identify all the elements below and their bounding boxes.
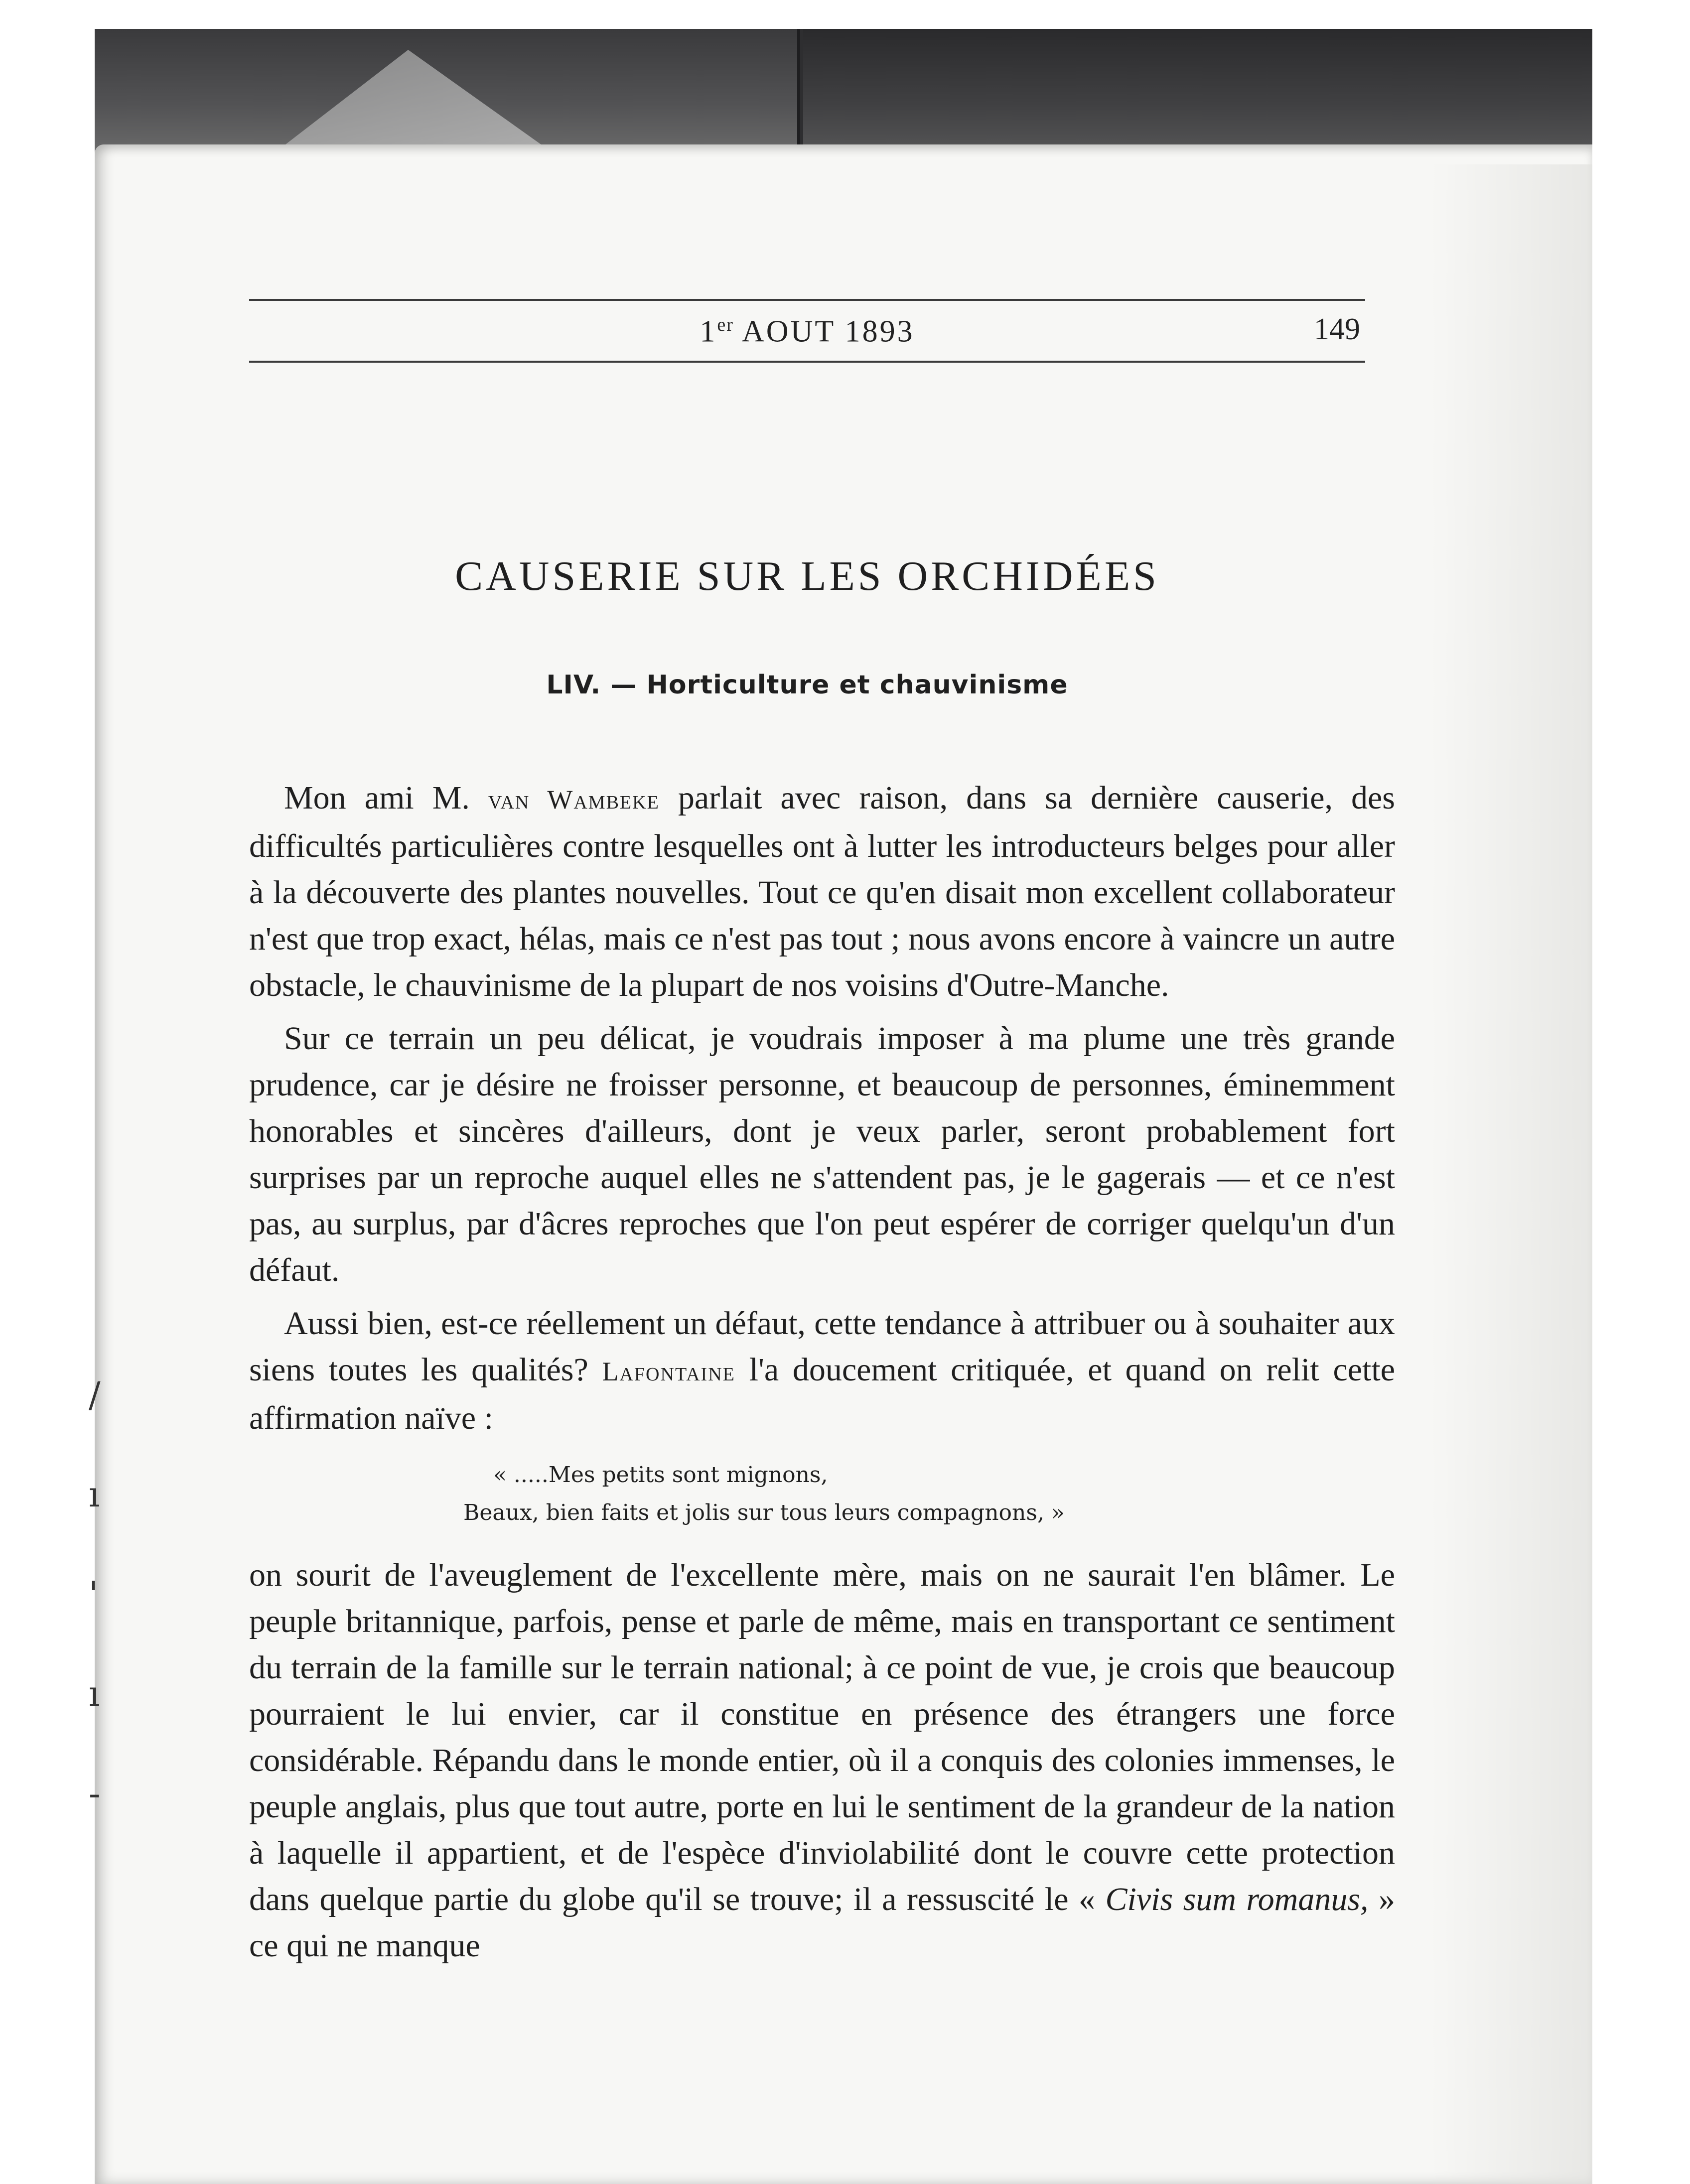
paragraph-1: [249, 775, 1395, 1008]
quoted-verse: [249, 1456, 1395, 1532]
lafontaine-small-caps: Lafontaine: [602, 1357, 735, 1386]
page-edge-shadow: [1430, 164, 1592, 2184]
running-head-date: [249, 314, 1365, 350]
p3-text-b: l'a doucement critiquée, et quand on relit cette affirmation naïve :: [249, 1352, 1395, 1436]
p4-text-a: on sourit de l'aveuglement de l'excellente mère, mais on ne saurait l'en blâmer. Le peuple britannique, parfois, pense et parle de même, mais en transportant ce sentiment du terrain de la famille sur le terrain national; à ce point de vue, je crois que beaucoup pourraient le lui envier, car il constitue en présence des étrangers une force considérable. Répandu dans le monde entier, où il a conquis des colonies immenses, le peuple anglais, plus que tout autre, porte en lui le sentiment de la grandeur de la nation à laquelle il appartient, et de l'espèce d'inviolabilité dont le couvre cette protection dans quelque partie du globe qu'il se trouve; il a ressuscité le «: [249, 1557, 1395, 1917]
date-superscript: er: [717, 314, 734, 335]
running-head: [249, 301, 1365, 361]
header-rule-bottom: [249, 361, 1365, 363]
p1-text-b: parlait avec raison, dans sa dernière causerie, des difficultés particulières contre lesquelles ont à lutter les introducteurs belges pour aller à la découverte des plantes nouvelles. Tout ce qu'en disait mon excellent collaborateur n'est que trop exact, hélas, mais ce n'est pas tout ; nous avons encore à vaincre un autre obstacle, le chauvinisme de la plupart de nos voisins d'Outre-Manche.: [249, 780, 1395, 1003]
paragraph-3: [249, 1300, 1395, 1441]
article-title: CAUSERIE SUR LES ORCHIDÉES: [455, 553, 1159, 599]
verse-line-2: Beaux, bien faits et jolis sur tous leurs compagnons, »: [463, 1500, 1065, 1525]
date-month-year: AOUT 1893: [742, 314, 915, 349]
p1-text-a: Mon ami M.: [284, 780, 488, 816]
facing-page-margin-marks: / ı ' ı -: [89, 1374, 101, 1814]
author-name-small-caps: van Wambeke: [488, 785, 660, 815]
article-subtitle: LIV. — Horticulture et chauvinisme: [546, 670, 1068, 700]
latin-quote-italic: Civis sum romanus,: [1105, 1881, 1369, 1917]
verse-line-1: « .....Mes petits sont mignons,: [493, 1462, 828, 1488]
p4-text-b: » ce qui ne manque: [249, 1881, 1396, 1964]
page-content: [249, 299, 1405, 1976]
paragraph-2: Sur ce terrain un peu délicat, je voudrais imposer à ma plume une très grande prudence, car je désire ne froisser personne, et beaucoup de personnes, éminemment honorables et sincères d'ailleurs, dont je veux parler, seront probablement fort surprises par un reproche auquel elles ne s'attendent pas, je le gagerais — et ce n'est pas, au surplus, par d'âcres reproches que l'on peut espérer de corriger quelqu'un d'un défaut.: [249, 1020, 1395, 1288]
date-day: 1: [700, 314, 717, 349]
article-body: [249, 775, 1395, 1969]
page-number: 149: [1314, 312, 1360, 346]
book-spine-right: [803, 29, 1592, 153]
p3-text-a: Aussi bien, est-ce réellement un défaut, cette tendance à attribuer ou à souhaiter aux siens toutes les qualités?: [249, 1305, 1395, 1388]
paragraph-4: [249, 1552, 1395, 1969]
